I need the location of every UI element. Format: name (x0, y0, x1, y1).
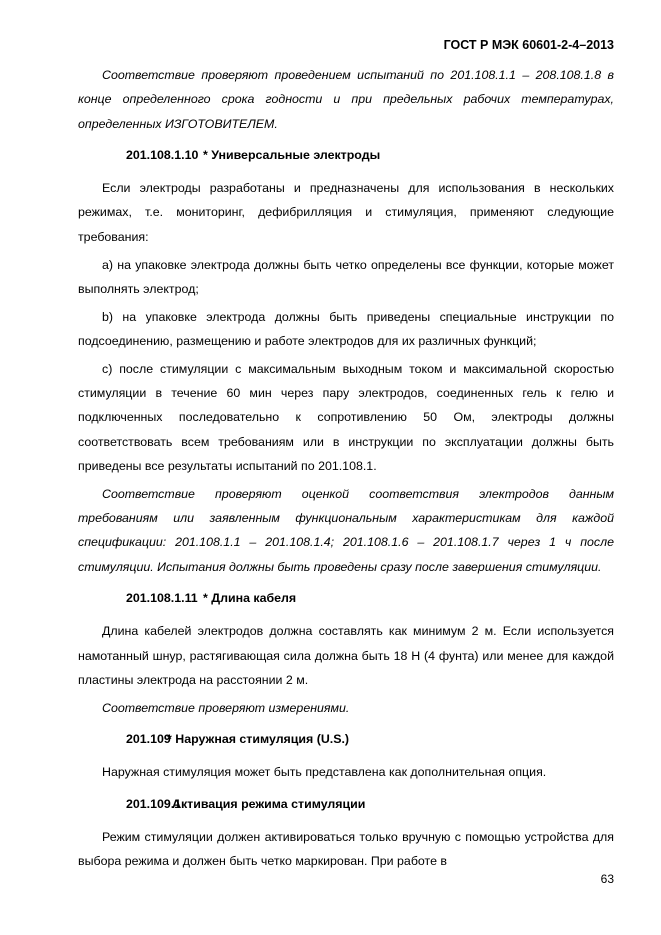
section-title: * Наружная стимуляция (U.S.) (167, 731, 350, 746)
page-number: 63 (600, 872, 614, 886)
section-title: * Длина кабеля (203, 590, 297, 605)
section-heading (78, 143, 614, 167)
compliance-paragraph: Соответствие проверяют оценкой соответствия электродов данным требованиям или заявленным функциональным характеристикам для каждой спецификации: 201.108.1.1 – 201.108.1.4; 201.108.1.6 – 201.108.1.7 через 1 ч после стимуляции. Испытания должны быть проведены сразу после завершения стимуляции. (78, 486, 614, 574)
standard-header: ГОСТ Р МЭК 60601-2-4–2013 (443, 38, 614, 52)
compliance-paragraph: Соответствие проверяют измерениями. (102, 700, 350, 715)
section-number: 201.109 (126, 731, 171, 746)
section-number: 201.109.1 (126, 796, 182, 811)
body-paragraph: Длина кабелей электродов должна составлять как минимум 2 м. Если используется намотанный шнур, растягивающая сила должна быть 18 Н (4 фунта) или менее для каждой пластины электрода на расстоянии 2 м. (78, 624, 614, 687)
section-heading (78, 792, 614, 816)
list-item-b: b) на упаковке электрода должны быть приведены специальные инструкции по подсоединению, размещению и работе электродов для их различных функций; (78, 309, 614, 348)
section-title: Активация режима стимуляции (172, 796, 366, 811)
body-paragraph: Режим стимуляции должен активироваться только вручную с помощью устройства для выбора режима и должен быть четко маркирован. При работе в (78, 829, 614, 869)
section-title: * Универсальные электроды (203, 147, 381, 162)
body-paragraph: Наружная стимуляция может быть представлена как дополнительная опция. (102, 765, 547, 780)
section-heading (78, 727, 614, 751)
page-content (78, 63, 614, 877)
section-heading (78, 586, 614, 610)
section-number: 201.108.1.11 (126, 590, 198, 605)
compliance-paragraph: Соответствие проверяют проведением испытаний по 201.108.1.1 – 208.108.1.8 в конце определенного срока годности и при предельных рабочих температурах, определенных ИЗГОТОВИТЕЛЕМ. (78, 68, 614, 131)
body-paragraph: Если электроды разработаны и предназначены для использования в нескольких режимах, т.е. мониторинг, дефибрилляция и стимуляция, применяют следующие требования: (78, 181, 614, 244)
list-item-a: a) на упаковке электрода должны быть четко определены все функции, которые может выполнять электрод; (78, 257, 614, 296)
section-number: 201.108.1.10 (126, 147, 199, 162)
list-item-c: c) после стимуляции с максимальным выходным током и максимальной скоростью стимуляции в течение 60 мин через пару электродов, соединенных гель к гелю и подключенных последовательно к сопротивлению 50 Ом, электроды должны соответствовать всем требованиям или в инструкции по эксплуатации должны быть приведены все результаты испытаний по 201.108.1. (78, 361, 614, 473)
